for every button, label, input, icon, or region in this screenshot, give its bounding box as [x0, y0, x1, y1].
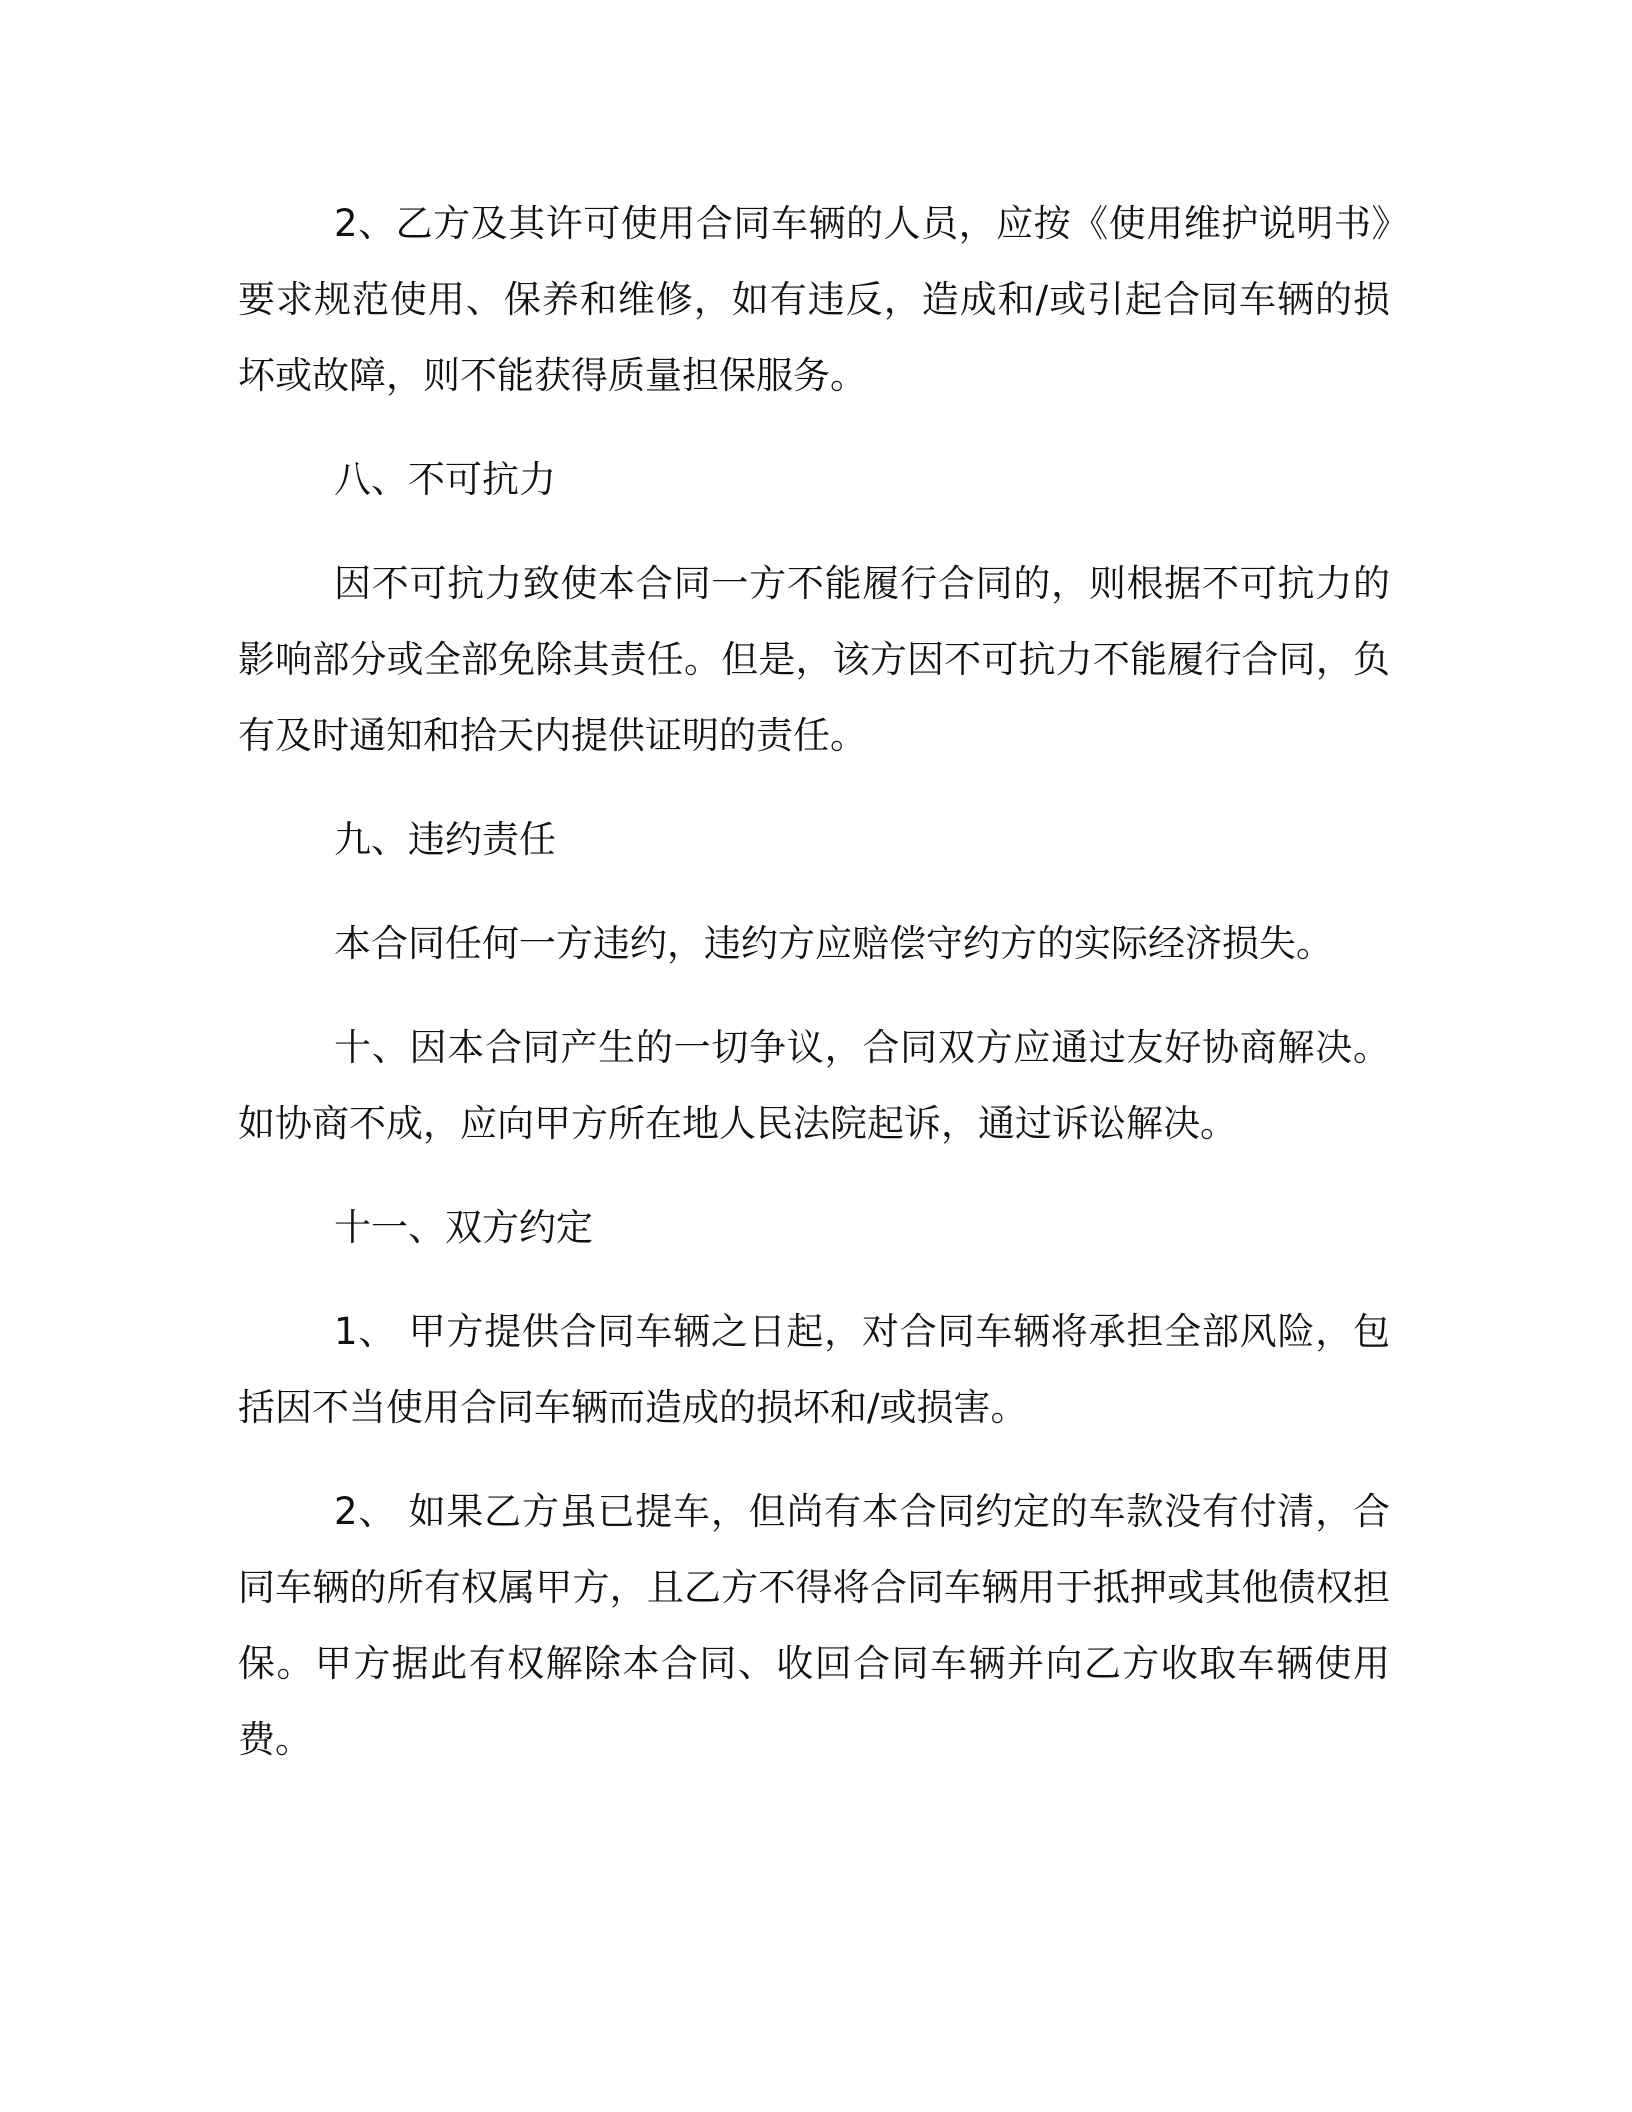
section-heading-agreement: 十一、双方约定: [334, 1206, 593, 1249]
section-heading-liability: 九、违约责任: [334, 818, 556, 861]
liability-paragraph: 本合同任何一方违约，违约方应赔偿守约方的实际经济损失。: [334, 922, 1333, 965]
agreement-clause-2-paragraph: 2、 如果乙方虽已提车，但尚有本合同约定的车款没有付清，合同车辆的所有权属甲方，且乙方不得将合同车辆用于抵押或其他债权担保。甲方据此有权解除本合同、收回合同车辆并向乙方收取车辆使用费。: [238, 1490, 1390, 1761]
clause-7-2-paragraph: 2、乙方及其许可使用合同车辆的人员，应按《使用维护说明书》要求规范使用、保养和维修，如有违反，造成和/或引起合同车辆的损坏或故障，则不能获得质量担保服务。: [238, 202, 1390, 397]
section-heading-force-majeure: 八、不可抗力: [334, 458, 556, 501]
dispute-paragraph: 十、因本合同产生的一切争议，合同双方应通过友好协商解决。如协商不成，应向甲方所在地人民法院起诉，通过诉讼解决。: [238, 1026, 1390, 1145]
document-body: [238, 186, 1390, 1806]
force-majeure-paragraph: 因不可抗力致使本合同一方不能履行合同的，则根据不可抗力的影响部分或全部免除其责任。但是，该方因不可抗力不能履行合同，负有及时通知和拾天内提供证明的责任。: [238, 562, 1390, 757]
agreement-clause-1-paragraph: 1、 甲方提供合同车辆之日起，对合同车辆将承担全部风险，包括因不当使用合同车辆而造成的损坏和/或损害。: [238, 1310, 1390, 1429]
